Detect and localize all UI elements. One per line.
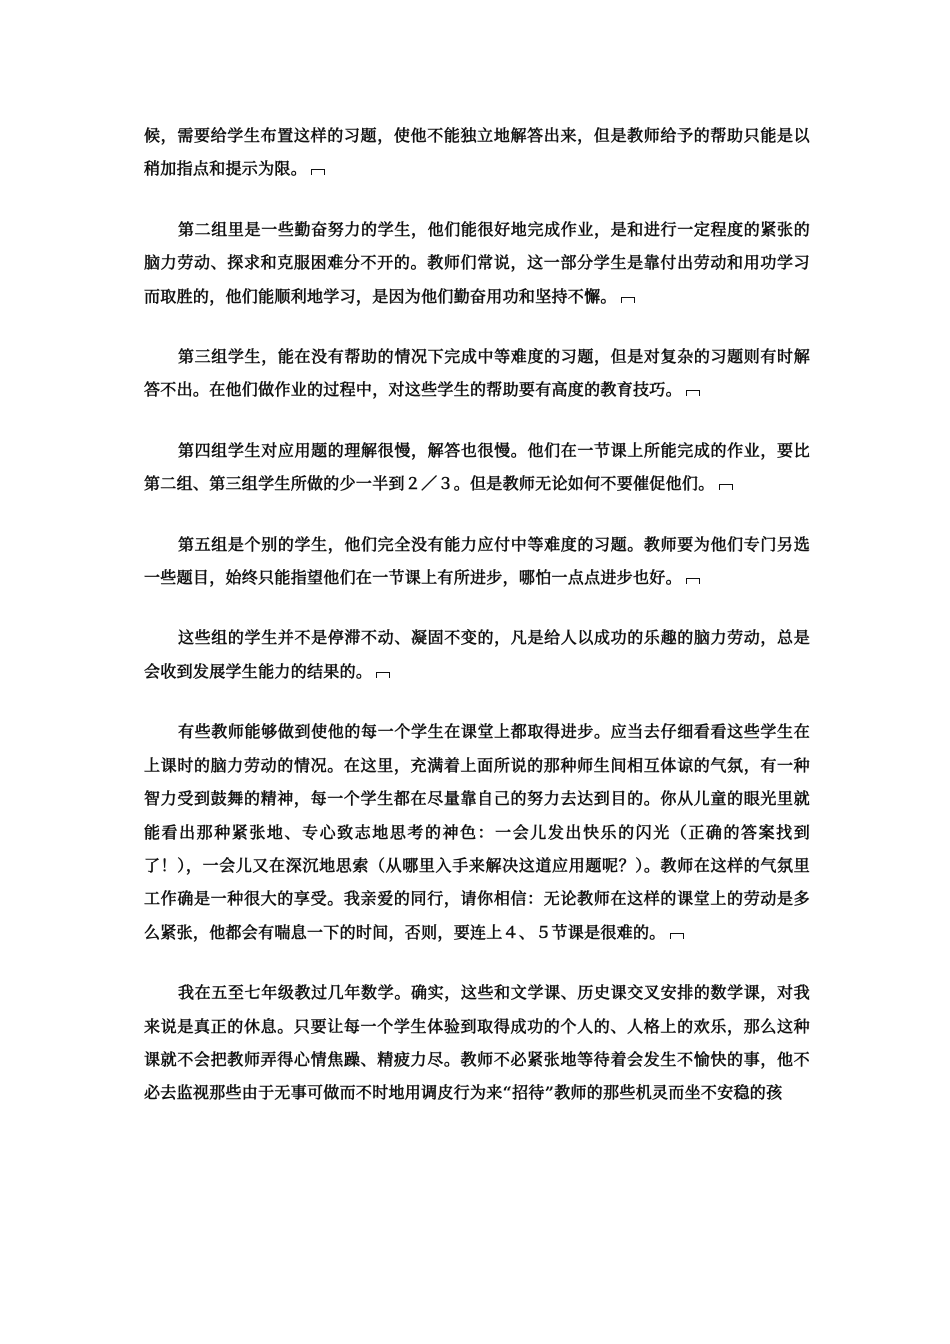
paragraph-end-mark-icon — [670, 933, 684, 939]
document-page — [144, 119, 810, 1110]
paragraph-end-mark-icon — [719, 484, 733, 490]
paragraph-end-mark-icon — [311, 169, 325, 175]
paragraph-end-mark-icon — [686, 578, 700, 584]
paragraph-end-mark-icon — [376, 672, 390, 678]
paragraph-7: 有些教师能够做到使他的每一个学生在课堂上都取得进步。应当去仔细看看这些学生在上课时的脑力劳动的情况。在这里，充满着上面所说的那种师生间相互体谅的气氛，有一种智力受到鼓舞的精神，每一个学生都在尽量靠自己的努力去达到目的。你从儿童的眼光里就能看出那种紧张地、专心致志地思考的神色：一会儿发出快乐的闪光（正确的答案找到了！），一会儿又在深沉地思索（从哪里入手来解决这道应用题呢？）。教师在这样的气氛里工作确是一种很大的享受。我亲爱的同行，请你相信：无论教师在这样的课堂上的劳动是多么紧张，他都会有喘息一下的时间，否则，要连上４、５节课是很难的。 — [144, 722, 810, 942]
paragraph-5: 第五组是个别的学生，他们完全没有能力应付中等难度的习题。教师要为他们专门另选一些题目，始终只能指望他们在一节课上有所进步，哪怕一点点进步也好。 — [144, 534, 810, 588]
paragraph-3: 第三组学生，能在没有帮助的情况下完成中等难度的习题，但是对复杂的习题则有时解答不出。在他们做作业的过程中，对这些学生的帮助要有高度的教育技巧。 — [144, 347, 810, 400]
paragraph-6: 这些组的学生并不是停滞不动、凝固不变的，凡是给人以成功的乐趣的脑力劳动，总是会收到发展学生能力的结果的。 — [144, 628, 810, 681]
paragraph-end-mark-icon — [686, 390, 700, 396]
paragraph-2: 第二组里是一些勤奋努力的学生，他们能很好地完成作业，是和进行一定程度的紧张的脑力劳动、探求和克服困难分不开的。教师们常说，这一部分学生是靠付出劳动和用功学习而取胜的，他们能顺利地学习，是因为他们勤奋用功和坚持不懈。 — [144, 219, 810, 306]
paragraph-4: 第四组学生对应用题的理解很慢，解答也很慢。他们在一节课上所能完成的作业，要比第二组、第三组学生所做的少一半到２／３。但是教师无论如何不要催促他们。 — [144, 440, 810, 494]
paragraph-end-mark-icon — [621, 297, 635, 303]
paragraph-8: 我在五至七年级教过几年数学。确实，这些和文学课、历史课交叉安排的数学课，对我来说是真正的休息。只要让每一个学生体验到取得成功的个人的、人格上的欢乐，那么这种课就不会把教师弄得心情焦躁、精疲力尽。教师不必紧张地等待着会发生不愉快的事，他不必去监视那些由于无事可做而不时地用调皮行为来“招待”教师的那些机灵而坐不安稳的孩 — [144, 983, 810, 1103]
paragraph-1: 候，需要给学生布置这样的习题，使他不能独立地解答出来，但是教师给予的帮助只能是以稍加指点和提示为限。 — [144, 126, 810, 179]
